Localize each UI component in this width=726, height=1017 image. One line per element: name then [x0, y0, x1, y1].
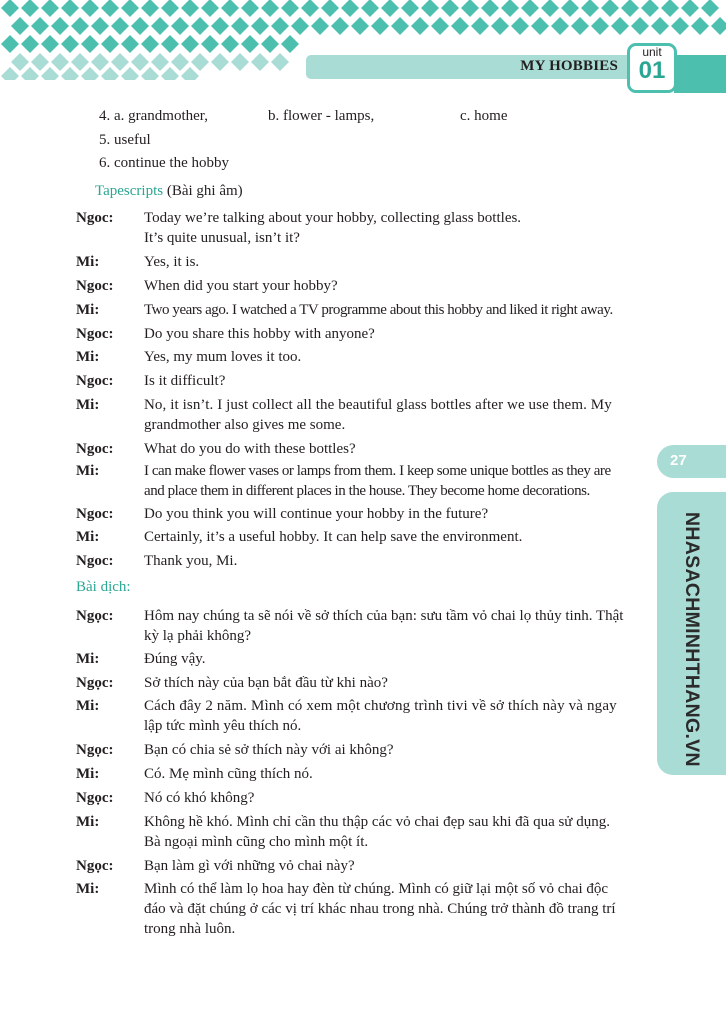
diamond-shape	[511, 17, 529, 35]
diamond-shape	[1, 67, 19, 80]
tapescripts-label: Tapescripts	[95, 183, 164, 199]
diamond-shape	[611, 17, 629, 35]
speaker-label: Ngoc:	[76, 326, 114, 342]
diamond-shape	[211, 53, 229, 71]
diamond-shape	[421, 0, 439, 17]
diamond-shape	[121, 67, 139, 80]
diamond-shape	[131, 53, 149, 71]
diamond-shape	[361, 0, 379, 17]
diamond-shape	[211, 17, 229, 35]
dialogue-line: Thank you, Mi.	[144, 553, 238, 569]
diamond-shape	[71, 17, 89, 35]
speaker-label: Mi:	[76, 463, 100, 479]
speaker-label: Ngoc:	[76, 210, 114, 226]
dialogue-line: lập tức mình yêu thích nó.	[144, 718, 302, 734]
diamond-shape	[231, 17, 249, 35]
dialogue-line: Nó có khó không?	[144, 790, 255, 806]
dialogue-line: It’s quite unusual, isn’t it?	[144, 230, 300, 246]
diamond-shape	[651, 17, 669, 35]
diamond-shape	[221, 0, 239, 17]
publisher-site: NHASACHMINHTHANG.VN	[681, 512, 703, 767]
dialogue-line: Yes, it is.	[144, 254, 200, 270]
diamond-shape	[121, 0, 139, 17]
diamond-shape	[521, 0, 539, 17]
dialogue-line: Hôm nay chúng ta sẽ nói về sở thích của bạn: sưu tầm vỏ chai lọ thủy tinh. Thật	[144, 608, 624, 624]
diamond-shape	[21, 0, 39, 17]
page-number-tab	[657, 445, 726, 478]
dialogue-line: Có. Mẹ mình cũng thích nó.	[144, 766, 313, 782]
diamond-shape	[281, 35, 299, 53]
diamond-shape	[481, 0, 499, 17]
diamond-shape	[261, 35, 279, 53]
answer-5: 5. useful	[99, 132, 151, 148]
dialogue-line: kỳ lạ phải không?	[144, 628, 252, 644]
speaker-label: Ngoc:	[76, 441, 114, 457]
tapescripts-heading	[95, 182, 243, 200]
diamond-shape	[321, 0, 339, 17]
diamond-shape	[81, 0, 99, 17]
speaker-label: Ngoc:	[76, 278, 114, 294]
dialogue-line: I can make flower vases or lamps from them. I keep some unique bottles as they are	[144, 463, 611, 479]
diamond-shape	[711, 17, 726, 35]
dialogue-line: Cách đây 2 năm. Mình có xem một chương trình tivi về sở thích này và ngay	[144, 698, 617, 714]
diamond-shape	[41, 0, 59, 17]
dialogue-line: Is it difficult?	[144, 373, 226, 389]
diamond-shape	[141, 67, 159, 80]
diamond-shape	[621, 0, 639, 17]
dialogue-line: trong nhà luôn.	[144, 921, 236, 937]
diamond-shape	[391, 17, 409, 35]
diamond-shape	[41, 35, 59, 53]
diamond-shape	[141, 0, 159, 17]
speaker-label: Ngoc:	[76, 506, 114, 522]
diamond-shape	[11, 17, 29, 35]
diamond-shape	[671, 17, 689, 35]
unit-number: 01	[638, 57, 666, 84]
diamond-shape	[261, 0, 279, 17]
diamond-shape	[441, 0, 459, 17]
diamond-shape	[541, 0, 559, 17]
speaker-label: Mi:	[76, 397, 100, 413]
diamond-shape	[471, 17, 489, 35]
diamond-shape	[51, 53, 69, 71]
dialogue-line: No, it isn’t. I just collect all the beautiful glass bottles after we use them. My	[144, 397, 612, 413]
diamond-shape	[301, 0, 319, 17]
diamond-shape	[131, 17, 149, 35]
diamond-shape	[161, 35, 179, 53]
dialogue-line: Two years ago. I watched a TV programme about this hobby and liked it right away.	[144, 302, 613, 318]
diamond-shape	[291, 17, 309, 35]
diamond-shape	[201, 0, 219, 17]
diamond-shape	[491, 17, 509, 35]
diamond-shape	[191, 53, 209, 71]
diamond-shape	[341, 0, 359, 17]
diamond-shape	[641, 0, 659, 17]
speaker-label: Ngoc:	[76, 373, 114, 389]
diamond-shape	[181, 67, 199, 80]
publisher-tab	[657, 492, 726, 775]
unit-badge	[627, 43, 677, 93]
diamond-shape	[111, 17, 129, 35]
speaker-label: Mi:	[76, 698, 100, 714]
speaker-label: Mi:	[76, 766, 100, 782]
tapescripts-note: (Bài ghi âm)	[163, 183, 243, 199]
chapter-title: MY HOBBIES	[520, 58, 618, 74]
diamond-shape	[81, 67, 99, 80]
dialogue-line: Certainly, it’s a useful hobby. It can help save the environment.	[144, 529, 523, 545]
diamond-shape	[681, 0, 699, 17]
dialogue-line: and place them in different places in the house. They become home decorations.	[144, 483, 590, 499]
diamond-shape	[151, 53, 169, 71]
diamond-shape	[431, 17, 449, 35]
diamond-shape	[701, 0, 719, 17]
diamond-shape	[1, 35, 19, 53]
diamond-shape	[181, 35, 199, 53]
speaker-label: Mi:	[76, 651, 100, 667]
diamond-shape	[101, 67, 119, 80]
dialogue-line: Do you share this hobby with anyone?	[144, 326, 375, 342]
diamond-shape	[591, 17, 609, 35]
dialogue-line: What do you do with these bottles?	[144, 441, 356, 457]
diamond-shape	[141, 35, 159, 53]
diamond-shape	[121, 35, 139, 53]
diamond-shape	[71, 53, 89, 71]
diamond-shape	[661, 0, 679, 17]
diamond-shape	[181, 0, 199, 17]
diamond-shape	[201, 35, 219, 53]
diamond-shape	[161, 67, 179, 80]
speaker-label: Mi:	[76, 881, 100, 897]
translation-heading	[76, 578, 131, 596]
diamond-shape	[51, 17, 69, 35]
diamond-shape	[1, 0, 19, 17]
dialogue-line: Yes, my mum loves it too.	[144, 349, 302, 365]
dialogue-line: Đúng vậy.	[144, 651, 206, 667]
diamond-shape	[101, 0, 119, 17]
diamond-shape	[351, 17, 369, 35]
dialogue-line: Bà ngoại mình cũng cho mình một ít.	[144, 834, 369, 850]
diamond-shape	[571, 17, 589, 35]
diamond-shape	[451, 17, 469, 35]
diamond-shape	[561, 0, 579, 17]
diamond-shape	[381, 0, 399, 17]
diamond-shape	[691, 17, 709, 35]
diamond-shape	[371, 17, 389, 35]
speaker-label: Ngọc:	[76, 858, 114, 874]
speaker-label: Ngọc:	[76, 675, 114, 691]
header-bar	[306, 55, 628, 79]
dialogue-line: Không hề khó. Mình chỉ cần thu thập các vỏ chai đẹp sau khi đã qua sử dụng.	[144, 814, 610, 830]
diamond-shape	[31, 53, 49, 71]
dialogue-line: When did you start your hobby?	[144, 278, 338, 294]
diamond-shape	[61, 35, 79, 53]
diamond-shape	[161, 0, 179, 17]
answer-6: 6. continue the hobby	[99, 155, 229, 171]
diamond-shape	[31, 17, 49, 35]
diamond-shape	[191, 17, 209, 35]
diamond-shape	[501, 0, 519, 17]
speaker-label: Mi:	[76, 529, 100, 545]
diamond-shape	[331, 17, 349, 35]
diamond-shape	[461, 0, 479, 17]
answer-4b: b. flower - lamps,	[268, 108, 375, 124]
translation-label: Bài dịch:	[76, 579, 131, 595]
answer-4c: c. home	[460, 108, 508, 124]
diamond-shape	[101, 35, 119, 53]
diamond-shape	[171, 53, 189, 71]
answer-4a: 4. a. grandmother,	[99, 108, 208, 124]
header-accent-bar	[674, 55, 726, 93]
diamond-shape	[151, 17, 169, 35]
speaker-label: Ngoc:	[76, 553, 114, 569]
speaker-label: Mi:	[76, 254, 100, 270]
diamond-shape	[21, 67, 39, 80]
diamond-shape	[271, 53, 289, 71]
speaker-label: Ngọc:	[76, 790, 114, 806]
diamond-shape	[221, 35, 239, 53]
dialogue-line: Sở thích này của bạn bắt đầu từ khi nào?	[144, 675, 388, 691]
diamond-shape	[311, 17, 329, 35]
diamond-shape	[61, 0, 79, 17]
diamond-shape	[581, 0, 599, 17]
speaker-label: Ngọc:	[76, 742, 114, 758]
dialogue-line: Do you think you will continue your hobby in the future?	[144, 506, 489, 522]
diamond-shape	[631, 17, 649, 35]
dialogue-line: Bạn làm gì với những vỏ chai này?	[144, 858, 355, 874]
diamond-shape	[401, 0, 419, 17]
diamond-shape	[411, 17, 429, 35]
diamond-shape	[601, 0, 619, 17]
diamond-shape	[61, 67, 79, 80]
diamond-shape	[531, 17, 549, 35]
diamond-shape	[91, 17, 109, 35]
dialogue-line: đáo và đặt chúng ở các vị trí khác nhau trong nhà. Chúng trở thành đồ trang trí	[144, 901, 616, 917]
diamond-shape	[551, 17, 569, 35]
speaker-label: Mi:	[76, 349, 100, 365]
diamond-shape	[41, 67, 59, 80]
diamond-shape	[271, 17, 289, 35]
diamond-shape	[251, 17, 269, 35]
speaker-label: Mi:	[76, 814, 100, 830]
speaker-label: Mi:	[76, 302, 100, 318]
diamond-shape	[281, 0, 299, 17]
diamond-shape	[111, 53, 129, 71]
diamond-shape	[251, 53, 269, 71]
diamond-shape	[21, 35, 39, 53]
diamond-shape	[11, 53, 29, 71]
diamond-shape	[171, 17, 189, 35]
diamond-shape	[231, 53, 249, 71]
dialogue-line: Today we’re talking about your hobby, collecting glass bottles.	[144, 210, 522, 226]
dialogue-line: Mình có thể làm lọ hoa hay đèn từ chúng. Mình có giữ lại một số vỏ chai độc	[144, 881, 609, 897]
dialogue-line: grandmother also gives me some.	[144, 417, 346, 433]
speaker-label: Ngọc:	[76, 608, 114, 624]
diamond-shape	[241, 0, 259, 17]
diamond-shape	[91, 53, 109, 71]
unit-label: unit	[642, 45, 662, 59]
diamond-shape	[241, 35, 259, 53]
diamond-shape	[81, 35, 99, 53]
page-number: 27	[670, 452, 687, 469]
dialogue-line: Bạn có chia sẻ sở thích này với ai không?	[144, 742, 394, 758]
